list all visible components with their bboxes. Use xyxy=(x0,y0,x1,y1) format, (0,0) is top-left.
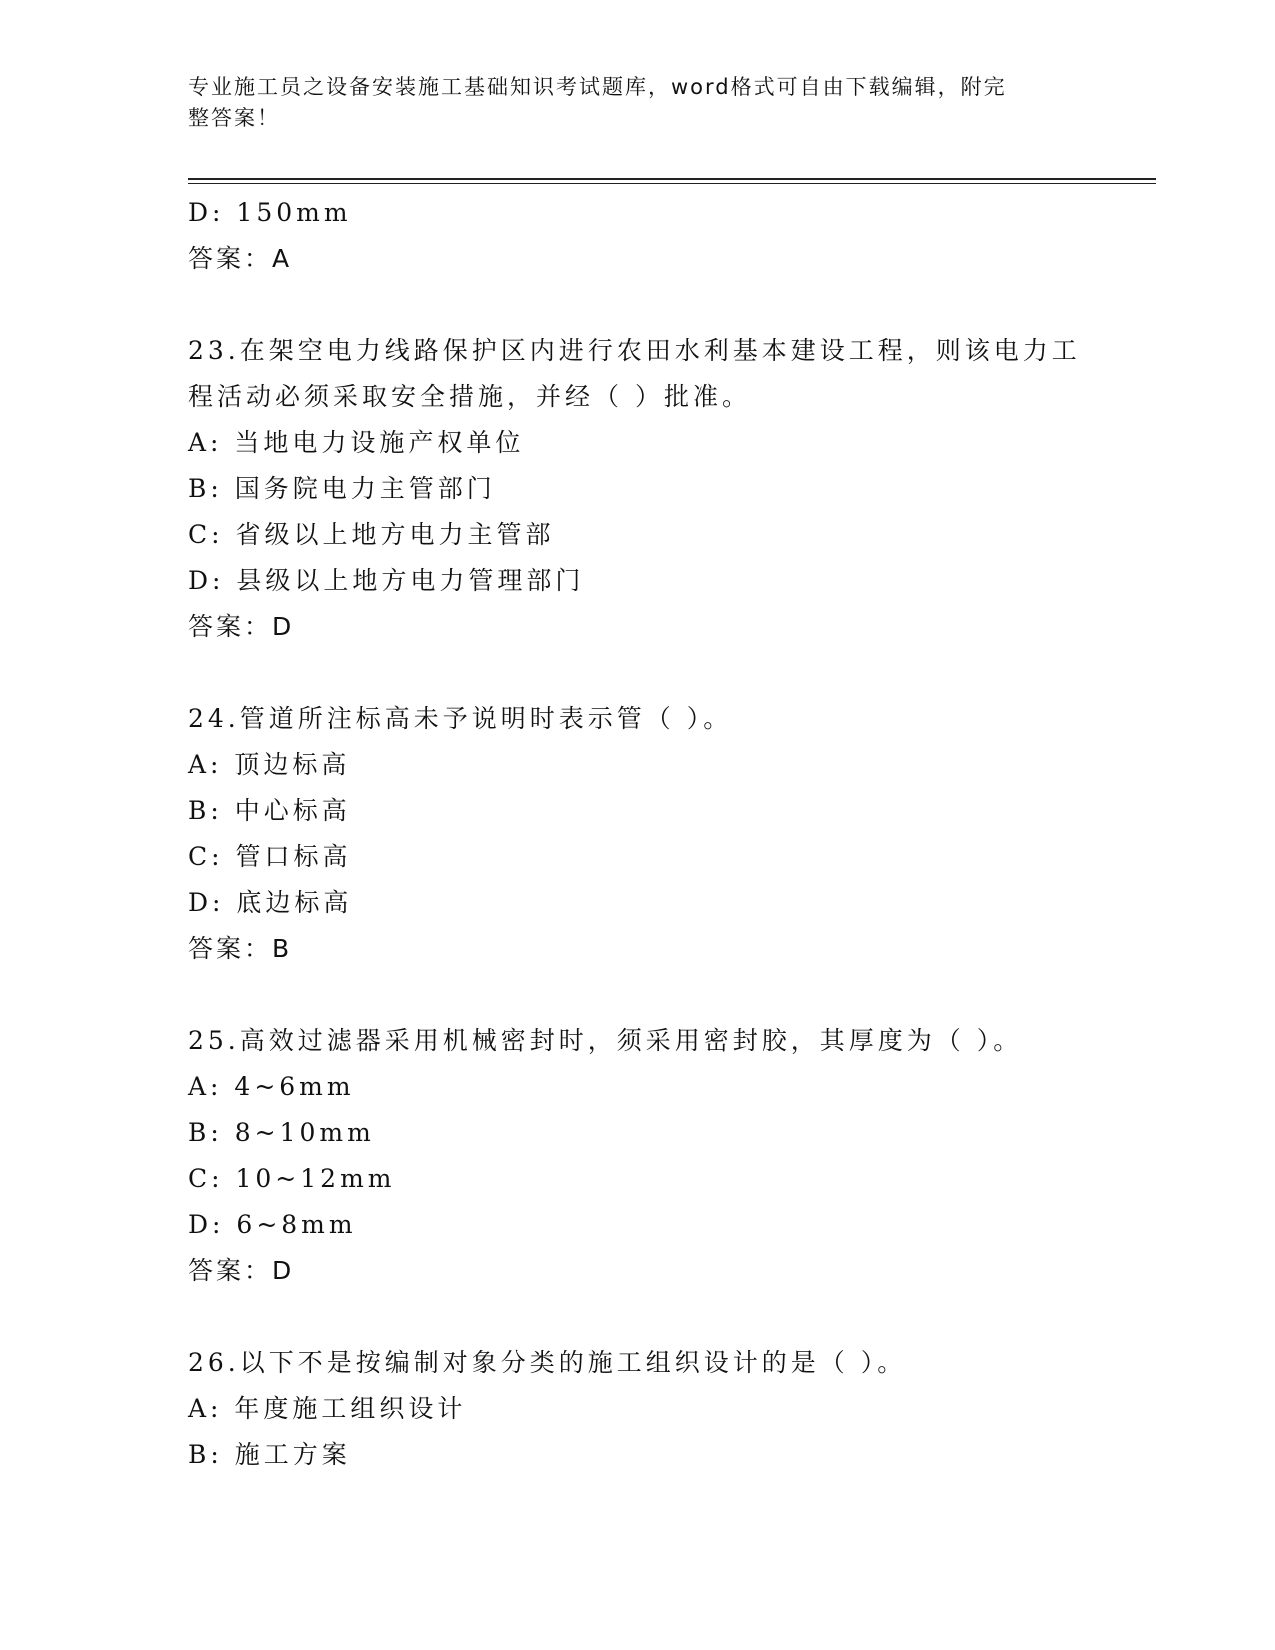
answer-prev: 答案：A xyxy=(188,244,293,273)
answer: 答案：D xyxy=(188,612,295,641)
document-header xyxy=(188,72,1068,134)
header-line-2: 整答案！ xyxy=(188,106,280,130)
spacer xyxy=(188,650,1088,696)
option-d: D: 县级以上地方电力管理部门 xyxy=(188,566,585,595)
header-divider-bottom xyxy=(188,183,1156,184)
question-25 xyxy=(188,1018,1088,1294)
header-divider-top xyxy=(188,178,1156,180)
question-23 xyxy=(188,328,1088,650)
answer: 答案：B xyxy=(188,934,293,963)
option-d: D: 6~8mm xyxy=(188,1210,357,1239)
question-stem-continued: 程活动必须采取安全措施，并经（ ）批准。 xyxy=(188,382,751,411)
question-stem: 23.在架空电力线路保护区内进行农田水利基本建设工程，则该电力工 xyxy=(188,336,1081,365)
spacer xyxy=(188,972,1088,1018)
spacer xyxy=(188,282,1088,328)
question-stem: 26.以下不是按编制对象分类的施工组织设计的是（ ）。 xyxy=(188,1348,907,1377)
option-b: B: 施工方案 xyxy=(188,1440,351,1469)
header-line-1: 专业施工员之设备安装施工基础知识考试题库，word格式可自由下载编辑，附完 xyxy=(188,75,1007,99)
question-24 xyxy=(188,696,1088,972)
option-a: A: 4~6mm xyxy=(188,1072,355,1101)
answer: 答案：D xyxy=(188,1256,295,1285)
option-d: D: 底边标高 xyxy=(188,888,353,917)
option-c: C: 管口标高 xyxy=(188,842,352,871)
option-c: C: 10~12mm xyxy=(188,1164,396,1193)
option-b: B: 8~10mm xyxy=(188,1118,375,1147)
document-body xyxy=(188,190,1088,1478)
option-a: A: 顶边标高 xyxy=(188,750,351,779)
spacer xyxy=(188,1294,1088,1340)
question-stem: 24.管道所注标高未予说明时表示管（ ）。 xyxy=(188,704,733,733)
question-stem: 25.高效过滤器采用机械密封时，须采用密封胶，其厚度为（ ）。 xyxy=(188,1026,1023,1055)
question-26 xyxy=(188,1340,1088,1478)
option-a: A: 年度施工组织设计 xyxy=(188,1394,467,1423)
option-d-prev: D: 150mm xyxy=(188,198,352,227)
option-b: B: 中心标高 xyxy=(188,796,351,825)
option-c: C: 省级以上地方电力主管部 xyxy=(188,520,555,549)
option-b: B: 国务院电力主管部门 xyxy=(188,474,496,503)
option-a: A: 当地电力设施产权单位 xyxy=(188,428,525,457)
